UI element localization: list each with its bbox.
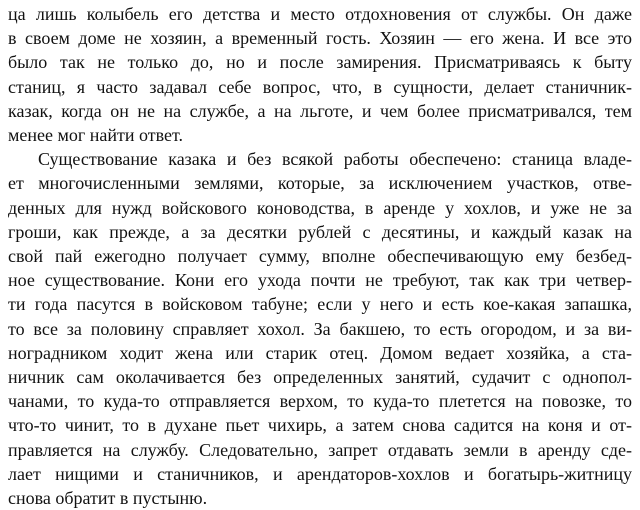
- text-line: казак, когда он не на службе, а на льготе, и чем более присматривался, тем: [8, 100, 632, 121]
- text-line: ничник сам околачивается без определенных занятий, судачит с однопол-: [8, 367, 632, 388]
- text-line: станиц, я часто задавал себе вопрос, что, в сущности, делает станичник-: [8, 76, 632, 97]
- text-line: снова обратит в пустыню.: [8, 488, 208, 509]
- text-line: в своем доме не хозяин, а временный гость. Хозяин — его жена. И все это: [8, 28, 632, 49]
- text-line: правляется на службу. Следовательно, запрет отдавать земли в аренду сде-: [8, 439, 632, 460]
- text-line: что-то чинит, то в духане пьет чихирь, а затем снова садится на коня и от-: [8, 415, 632, 436]
- text-line: чанами, то куда-то отправляется верхом, то куда-то плетется на повозке, то: [8, 391, 632, 412]
- text-line: гроши, как прежде, а за десятки рублей с десятины, и каждый казак на: [8, 221, 632, 242]
- text-line: лает нищими и станичников, и арендаторов-хохлов и богатырь-житницу: [8, 463, 632, 484]
- text-line: ца лишь колыбель его детства и место отдохновения от службы. Он даже: [8, 4, 632, 24]
- text-line: менее мог найти ответ.: [8, 125, 184, 146]
- text-line: свой пай ежегодно получает сумму, вполне обеспечивающую ему безбед-: [8, 246, 632, 267]
- text-line: то все за половину справляет хохол. За бакшею, то есть огородом, и за ви-: [8, 318, 632, 339]
- paragraph-1: [8, 2, 632, 147]
- text-line: ти года пасутся в войсковом табуне; если у него и есть кое-какая запашка,: [8, 294, 632, 315]
- text-line: Существование казака и без всякой работы обеспечено: станица владе-: [38, 149, 632, 170]
- paragraph-2: [8, 147, 632, 510]
- text-line: ет многочисленными землями, которые, за исключением участков, отве-: [8, 173, 632, 194]
- text-line: ноградником ходит жена или старик отец. Домом ведает хозяйка, а ста-: [8, 342, 632, 363]
- text-line: было так не только до, но и после замирения. Присматриваясь к быту: [8, 52, 632, 73]
- text-line: денных для нужд войскового коноводства, в аренде у хохлов, и уже не за: [8, 197, 632, 218]
- text-line: ное существование. Кони его ухода почти не требуют, так как три четвер-: [8, 270, 632, 291]
